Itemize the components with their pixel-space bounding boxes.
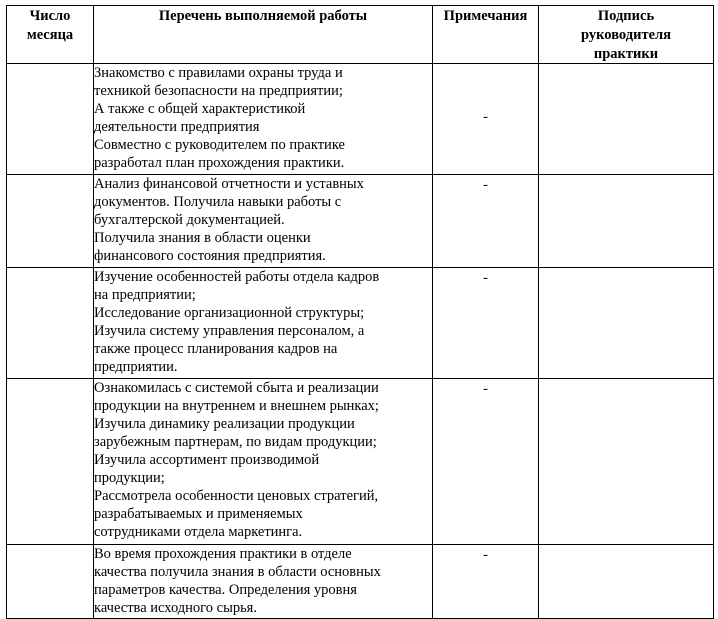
- work-line: на предприятии;: [94, 287, 196, 303]
- work-line: Во время прохождения практики в отделе: [94, 546, 352, 562]
- note-cell: [433, 64, 539, 175]
- work-line: зарубежным партнерам, по видам продукции;: [94, 434, 377, 450]
- work-line: сотрудниками отдела маркетинга.: [94, 524, 303, 540]
- work-line: Изучение особенностей работы отдела кадров: [94, 269, 380, 285]
- work-line: Изучила ассортимент производимой: [94, 452, 320, 468]
- header-row: [7, 6, 714, 64]
- note-value: -: [483, 547, 488, 563]
- header-month: [7, 6, 94, 64]
- work-line: Знакомство с правилами охраны труда и: [94, 65, 343, 81]
- work-line: А также с общей характеристикой: [94, 101, 306, 117]
- signature-cell: [539, 175, 714, 268]
- note-value: -: [483, 177, 488, 193]
- note-cell: [433, 268, 539, 379]
- header-work: [94, 6, 433, 64]
- table-row: [7, 379, 714, 545]
- work-line: также процесс планирования кадров на: [94, 341, 338, 357]
- note-cell: [433, 175, 539, 268]
- signature-cell: [539, 545, 714, 619]
- work-line: техникой безопасности на предприятии;: [94, 83, 343, 99]
- signature-cell: [539, 64, 714, 175]
- work-line: качества получила знания в области основных: [94, 564, 381, 580]
- work-line: деятельности предприятия: [94, 119, 260, 135]
- table-row: [7, 175, 714, 268]
- work-line: продукции;: [94, 470, 165, 486]
- work-cell: [94, 268, 433, 379]
- header-signature-line: Подпись: [597, 8, 655, 24]
- month-cell: [7, 545, 94, 619]
- work-line: финансового состояния предприятия.: [94, 248, 326, 264]
- header-work-label: Перечень выполняемой работы: [158, 8, 368, 24]
- month-cell: [7, 268, 94, 379]
- header-notes-label: Примечания: [443, 8, 528, 24]
- work-line: Получила знания в области оценки: [94, 230, 311, 246]
- work-line: Изучила динамику реализации продукции: [94, 416, 355, 432]
- work-line: Анализ финансовой отчетности и уставных: [94, 176, 364, 192]
- table-row: [7, 64, 714, 175]
- work-line: разработал план прохождения практики.: [94, 155, 345, 171]
- work-line: Исследование организационной структуры;: [94, 305, 365, 321]
- signature-cell: [539, 379, 714, 545]
- signature-cell: [539, 268, 714, 379]
- work-cell: [94, 64, 433, 175]
- header-signature: [539, 6, 714, 64]
- work-line: продукции на внутреннем и внешнем рынках;: [94, 398, 379, 414]
- work-cell: [94, 545, 433, 619]
- month-cell: [7, 64, 94, 175]
- header-month-line: месяца: [26, 27, 74, 43]
- work-line: параметров качества. Определения уровня: [94, 582, 357, 598]
- header-notes: [433, 6, 539, 64]
- work-line: разрабатываемых и применяемых: [94, 506, 303, 522]
- work-log-table: [6, 5, 714, 619]
- work-line: качества исходного сырья.: [94, 600, 257, 616]
- work-line: бухгалтерской документацией.: [94, 212, 285, 228]
- note-cell: [433, 379, 539, 545]
- note-value: -: [483, 109, 488, 125]
- table-row: [7, 545, 714, 619]
- work-line: Совместно с руководителем по практике: [94, 137, 345, 153]
- note-value: -: [483, 381, 488, 397]
- work-line: Рассмотрела особенности ценовых стратегий,: [94, 488, 379, 504]
- note-cell: [433, 545, 539, 619]
- work-cell: [94, 175, 433, 268]
- work-line: предприятии.: [94, 359, 178, 375]
- work-line: Изучила систему управления персоналом, а: [94, 323, 365, 339]
- note-value: -: [483, 270, 488, 286]
- header-signature-line: практики: [593, 46, 659, 62]
- month-cell: [7, 175, 94, 268]
- table-row: [7, 268, 714, 379]
- month-cell: [7, 379, 94, 545]
- header-signature-line: руководителя: [581, 27, 671, 43]
- work-cell: [94, 379, 433, 545]
- work-line: документов. Получила навыки работы с: [94, 194, 342, 210]
- work-line: Ознакомилась с системой сбыта и реализации: [94, 380, 379, 396]
- header-month-line: Число: [29, 8, 71, 24]
